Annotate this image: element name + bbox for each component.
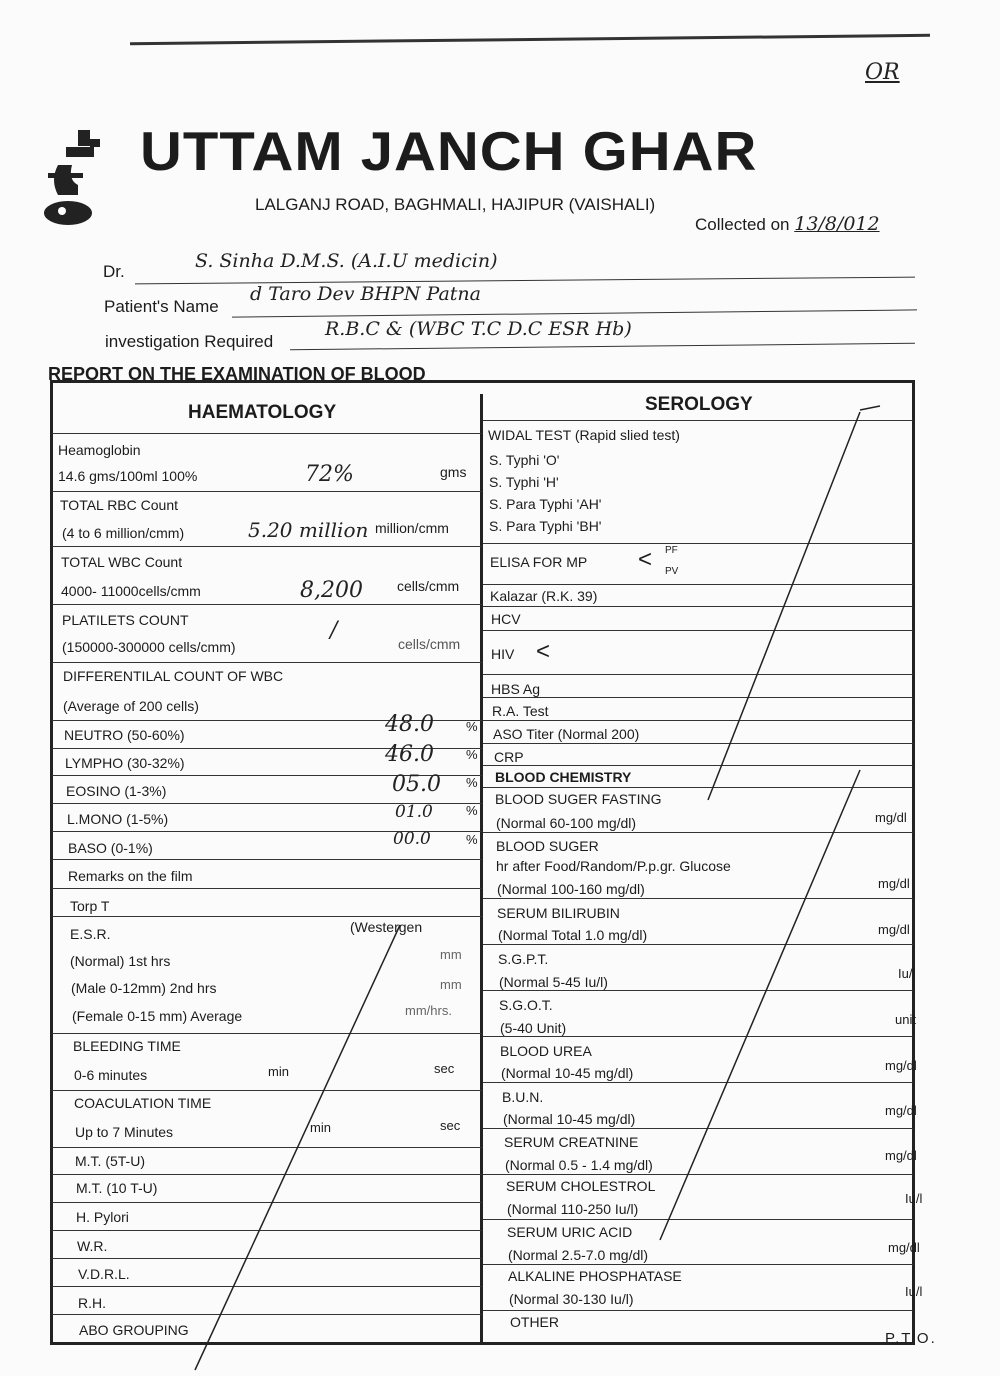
rh-label: R.H. (78, 1295, 106, 1311)
creatinine-unit: mg/dl (885, 1148, 917, 1163)
wbc-value: 8,200 (300, 578, 363, 603)
hb-value: 72% (305, 462, 354, 487)
differential-sub: (Average of 200 cells) (63, 698, 199, 714)
sgot-unit: unit (895, 1012, 916, 1027)
para-typhi-bh-label: S. Para Typhi 'BH' (489, 518, 602, 534)
collected-date: 13/8/012 (794, 213, 880, 235)
row-rule (483, 1036, 913, 1037)
row-rule (483, 1082, 913, 1083)
row-rule (483, 832, 913, 833)
row-rule (52, 1174, 482, 1175)
bun-unit: mg/dl (885, 1103, 917, 1118)
typhi-h-label: S. Typhi 'H' (489, 474, 559, 490)
row-rule (52, 1258, 482, 1259)
widal-label: WIDAL TEST (Rapid slied test) (488, 427, 680, 443)
row-rule (483, 674, 913, 675)
row-rule (483, 543, 913, 544)
sgot-normal: (5-40 Unit) (500, 1020, 567, 1036)
alkaline-phosphatase-unit: Iu/l (905, 1284, 923, 1299)
esr-unit-2: mm (440, 977, 462, 992)
bleeding-time-min: min (268, 1064, 289, 1079)
mt5-label: M.T. (5T-U) (75, 1153, 145, 1169)
hb-unit: gms (440, 464, 467, 480)
row-rule (52, 604, 482, 605)
investigation-label: investigation Required (105, 332, 274, 351)
alkaline-phosphatase-label: ALKALINE PHOSPHATASE (508, 1268, 682, 1284)
bleeding-time-sec: sec (434, 1061, 455, 1076)
row-rule (483, 420, 913, 421)
sgpt-unit: Iu/l (898, 966, 916, 981)
blood-sugar-normal: (Normal 100-160 mg/dl) (497, 881, 645, 897)
vdrl-label: V.D.R.L. (78, 1266, 130, 1282)
lab-address: LALGANJ ROAD, BAGHMALI, HAJIPUR (VAISHALI) (255, 195, 656, 214)
row-rule (52, 491, 482, 492)
wbc-label: TOTAL WBC Count (61, 554, 183, 570)
row-rule (52, 546, 482, 547)
baso-pct: % (466, 832, 478, 847)
bleeding-time-normal: 0-6 minutes (74, 1067, 148, 1083)
torp-label: Torp T (70, 898, 110, 914)
elisa-pv: PV (665, 566, 679, 577)
blood-chemistry-heading: BLOOD CHEMISTRY (495, 769, 632, 785)
row-rule (483, 720, 913, 721)
dr-label: Dr. (103, 262, 125, 281)
report-title: REPORT ON THE EXAMINATION OF BLOOD (48, 364, 426, 384)
h-pylori-label: H. Pylori (76, 1209, 129, 1225)
row-rule (483, 990, 913, 991)
row-rule (52, 859, 482, 860)
bsf-normal: (Normal 60-100 mg/dl) (496, 815, 637, 831)
eosino-value: 05.0 (392, 772, 441, 797)
eosino-label: EOSINO (1-3%) (66, 783, 167, 799)
bilirubin-label: SERUM BILIRUBIN (497, 905, 620, 921)
corner-mark: OR (865, 60, 900, 85)
blood-sugar-unit: mg/dl (878, 876, 910, 891)
baso-value: 00.0 (393, 829, 431, 849)
esr-method: (Westergen (350, 919, 423, 935)
microscope-logo-icon (38, 125, 108, 230)
rbc-normal: (4 to 6 million/cmm) (62, 525, 185, 541)
row-rule (483, 630, 913, 631)
platelets-value: / (330, 618, 338, 643)
neutro-label: NEUTRO (50-60%) (64, 727, 185, 743)
blood-urea-unit: mg/dl (885, 1058, 917, 1073)
elisa-label: ELISA FOR MP (490, 554, 588, 570)
eosino-pct: % (466, 775, 478, 790)
bracket-icon: < (638, 546, 653, 573)
row-rule (483, 1310, 913, 1311)
row-rule (483, 697, 913, 698)
esr-normal-1: (Normal) 1st hrs (70, 953, 171, 969)
platelets-normal: (150000-300000 cells/cmm) (62, 639, 236, 655)
investigation-value: R.B.C & (WBC T.C D.C ESR Hb) (325, 318, 632, 340)
row-rule (483, 743, 913, 744)
bleeding-time-label: BLEEDING TIME (73, 1038, 181, 1054)
row-rule (483, 1128, 913, 1129)
mono-value: 01.0 (395, 802, 433, 822)
bsf-label: BLOOD SUGER FASTING (495, 791, 662, 807)
mt10-label: M.T. (10 T-U) (76, 1180, 158, 1196)
hiv-label: HIV (491, 646, 515, 662)
row-rule (483, 1174, 913, 1175)
alkaline-phosphatase-normal: (Normal 30-130 Iu/l) (509, 1291, 634, 1307)
lab-name: UTTAM JANCH GHAR (140, 120, 758, 183)
hb-label: Heamoglobin (58, 442, 141, 458)
pto-label: P.T.O. (885, 1330, 937, 1347)
sgpt-label: S.G.P.T. (498, 951, 549, 967)
rbc-unit: million/cmm (375, 520, 449, 536)
top-rule (130, 34, 930, 45)
ra-test-label: R.A. Test (492, 703, 549, 719)
row-rule (483, 1264, 913, 1265)
row-rule (483, 1219, 913, 1220)
row-rule (483, 584, 913, 585)
row-rule (483, 944, 913, 945)
row-rule (483, 606, 913, 607)
lympho-pct: % (466, 747, 478, 762)
row-rule (52, 1314, 482, 1315)
remarks-label: Remarks on the film (68, 868, 193, 884)
kalazar-label: Kalazar (R.K. 39) (490, 588, 598, 604)
aso-titer-label: ASO Titer (Normal 200) (493, 726, 640, 742)
row-rule (483, 898, 913, 899)
blood-sugar-label: BLOOD SUGER (496, 838, 599, 854)
row-rule (483, 765, 913, 766)
serology-heading: SEROLOGY (645, 394, 753, 415)
collected-on-label: Collected on 13/8/012 (695, 213, 880, 235)
cholesterol-label: SERUM CHOLESTROL (506, 1178, 656, 1194)
neutro-pct: % (466, 719, 478, 734)
blood-sugar-sub: hr after Food/Random/P.p.gr. Glucose (496, 858, 731, 874)
row-rule (52, 1090, 482, 1091)
uric-acid-normal: (Normal 2.5-7.0 mg/dl) (508, 1247, 649, 1263)
lympho-label: LYMPHO (30-32%) (65, 755, 185, 771)
elisa-pf: PF (665, 545, 678, 556)
coagulation-time-label: COACULATION TIME (74, 1095, 212, 1111)
mono-label: L.MONO (1-5%) (67, 811, 169, 827)
esr-unit-1: mm (440, 947, 462, 962)
cholesterol-normal: (Normal 110-250 Iu/l) (507, 1201, 639, 1217)
hb-normal: 14.6 gms/100ml 100% (58, 468, 198, 484)
baso-label: BASO (0-1%) (68, 840, 153, 856)
blood-urea-normal: (Normal 10-45 mg/dl) (501, 1065, 634, 1081)
haematology-heading: HAEMATOLOGY (188, 402, 337, 423)
row-rule (52, 662, 482, 663)
uric-acid-unit: mg/dl (888, 1240, 920, 1255)
row-rule (52, 433, 482, 434)
crp-label: CRP (494, 749, 524, 765)
platelets-label: PLATILETS COUNT (62, 612, 189, 628)
patient-name-label: Patient's Name (104, 297, 219, 316)
mono-pct: % (466, 803, 478, 818)
uric-acid-label: SERUM URIC ACID (507, 1224, 633, 1240)
neutro-value: 48.0 (385, 712, 434, 737)
bun-normal: (Normal 10-45 mg/dl) (503, 1111, 636, 1127)
bsf-unit: mg/dl (875, 810, 907, 825)
row-rule (483, 787, 913, 788)
esr-unit-3: mm/hrs. (405, 1003, 452, 1018)
cholesterol-unit: Iu/l (905, 1191, 923, 1206)
para-typhi-ah-label: S. Para Typhi 'AH' (489, 496, 602, 512)
wbc-normal: 4000- 11000cells/cmm (61, 583, 201, 599)
esr-label: E.S.R. (70, 926, 111, 942)
row-rule (52, 1147, 482, 1148)
row-rule (52, 1202, 482, 1203)
blood-urea-label: BLOOD UREA (500, 1043, 592, 1059)
wr-label: W.R. (77, 1238, 108, 1254)
rbc-label: TOTAL RBC Count (60, 497, 179, 513)
platelets-unit: cells/cmm (398, 636, 461, 652)
dr-value: S. Sinha D.M.S. (A.I.U medicin) (195, 250, 498, 272)
esr-normal-2: (Male 0-12mm) 2nd hrs (71, 980, 217, 996)
row-rule (52, 916, 482, 917)
bilirubin-normal: (Normal Total 1.0 mg/dl) (498, 927, 648, 943)
patient-line (232, 309, 917, 317)
hcv-label: HCV (491, 611, 521, 627)
lympho-value: 46.0 (385, 742, 434, 767)
bracket-icon: < (536, 638, 551, 665)
wbc-unit: cells/cmm (397, 578, 460, 594)
differential-label: DIFFERENTILAL COUNT OF WBC (63, 668, 284, 684)
sgpt-normal: (Normal 5-45 Iu/l) (499, 974, 608, 990)
row-rule (52, 1033, 482, 1034)
creatinine-label: SERUM CREATNINE (504, 1134, 639, 1150)
row-rule (52, 1286, 482, 1287)
other-label: OTHER (510, 1314, 559, 1330)
esr-normal-3: (Female 0-15 mm) Average (72, 1008, 243, 1024)
investigation-line (290, 343, 915, 351)
patient-name-value: d Taro Dev BHPN Patna (250, 283, 481, 305)
bun-label: B.U.N. (502, 1089, 544, 1105)
abo-grouping-label: ABO GROUPING (79, 1322, 189, 1338)
coagulation-time-sec: sec (440, 1118, 461, 1133)
typhi-o-label: S. Typhi 'O' (489, 452, 560, 468)
coagulation-time-normal: Up to 7 Minutes (75, 1124, 174, 1140)
bilirubin-unit: mg/dl (878, 922, 910, 937)
sgot-label: S.G.O.T. (499, 997, 553, 1013)
row-rule (52, 1230, 482, 1231)
row-rule (52, 888, 482, 889)
hbs-ag-label: HBS Ag (491, 681, 541, 697)
creatinine-normal: (Normal 0.5 - 1.4 mg/dl) (505, 1157, 653, 1173)
rbc-value: 5.20 million (248, 518, 369, 542)
coagulation-time-min: min (310, 1120, 331, 1135)
